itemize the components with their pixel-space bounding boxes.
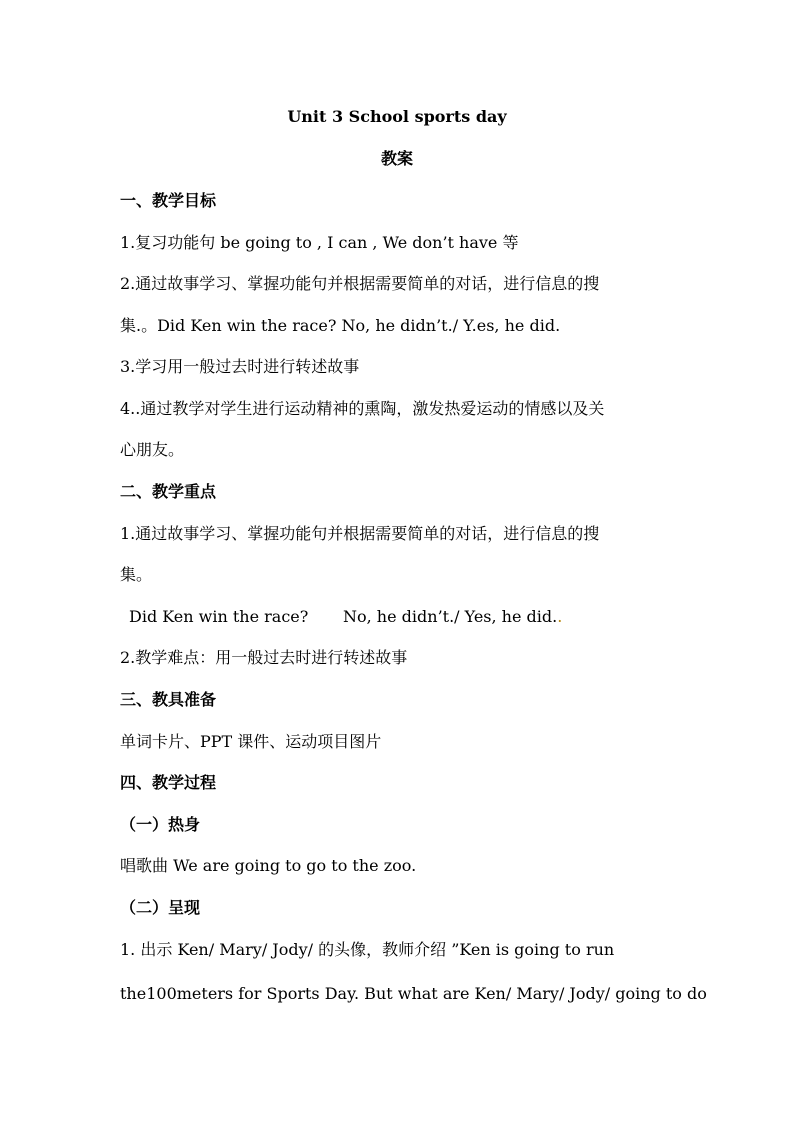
objective-item-3: 3.学习用一般过去时进行转述故事: [120, 357, 360, 376]
materials-text: 单词卡片、PPT 课件、运动项目图片: [120, 732, 382, 751]
objective-item-1: 1.复习功能句 be going to , I can , We don’t have 等: [120, 233, 519, 252]
presentation-item-1-line-2: the100meters for Sports Day. But what are Ken/ Mary/ Jody/ going to do: [120, 984, 707, 1003]
key-point-item-2: 2.教学难点：用一般过去时进行转述故事: [120, 648, 408, 667]
dialogue-question: Did Ken win the race?: [129, 607, 309, 626]
process-sub-heading-warmup: （一）热身: [120, 815, 201, 834]
key-point-item-1-line-2: 集。: [120, 565, 153, 584]
dialogue-answer: No, he didn’t./ Yes, he did..: [343, 607, 563, 626]
answer-colored-dot: .: [557, 607, 563, 626]
presentation-item-1-line-1: 1. 出示 Ken/ Mary/ Jody/ 的头像，教师介绍 ”Ken is going to run: [120, 940, 615, 959]
objective-item-2-line-1: 2.通过故事学习、掌握功能句并根据需要简单的对话，进行信息的搜: [120, 274, 600, 293]
document-subtitle: 教案: [380, 149, 413, 168]
section-heading-objectives: 一、教学目标: [120, 191, 217, 210]
objective-item-4-line-2: 心朋友。: [120, 440, 185, 459]
process-sub-heading-presentation: （二）呈现: [120, 898, 201, 917]
key-point-item-1-line-1: 1.通过故事学习、掌握功能句并根据需要简单的对话，进行信息的搜: [120, 524, 600, 543]
warmup-text: 唱歌曲 We are going to go to the zoo.: [120, 856, 417, 875]
objective-item-2-line-2: 集.。Did Ken win the race? No, he didn’t./ Y.es, he did.: [120, 316, 561, 335]
section-heading-materials: 三、教具准备: [120, 690, 217, 709]
section-heading-process: 四、教学过程: [120, 773, 217, 792]
section-heading-key-points: 二、教学重点: [120, 482, 217, 501]
document-title: Unit 3 School sports day: [287, 107, 507, 126]
objective-item-4-line-1: 4..通过教学对学生进行运动精神的熏陶，激发热爱运动的情感以及关: [120, 399, 605, 418]
